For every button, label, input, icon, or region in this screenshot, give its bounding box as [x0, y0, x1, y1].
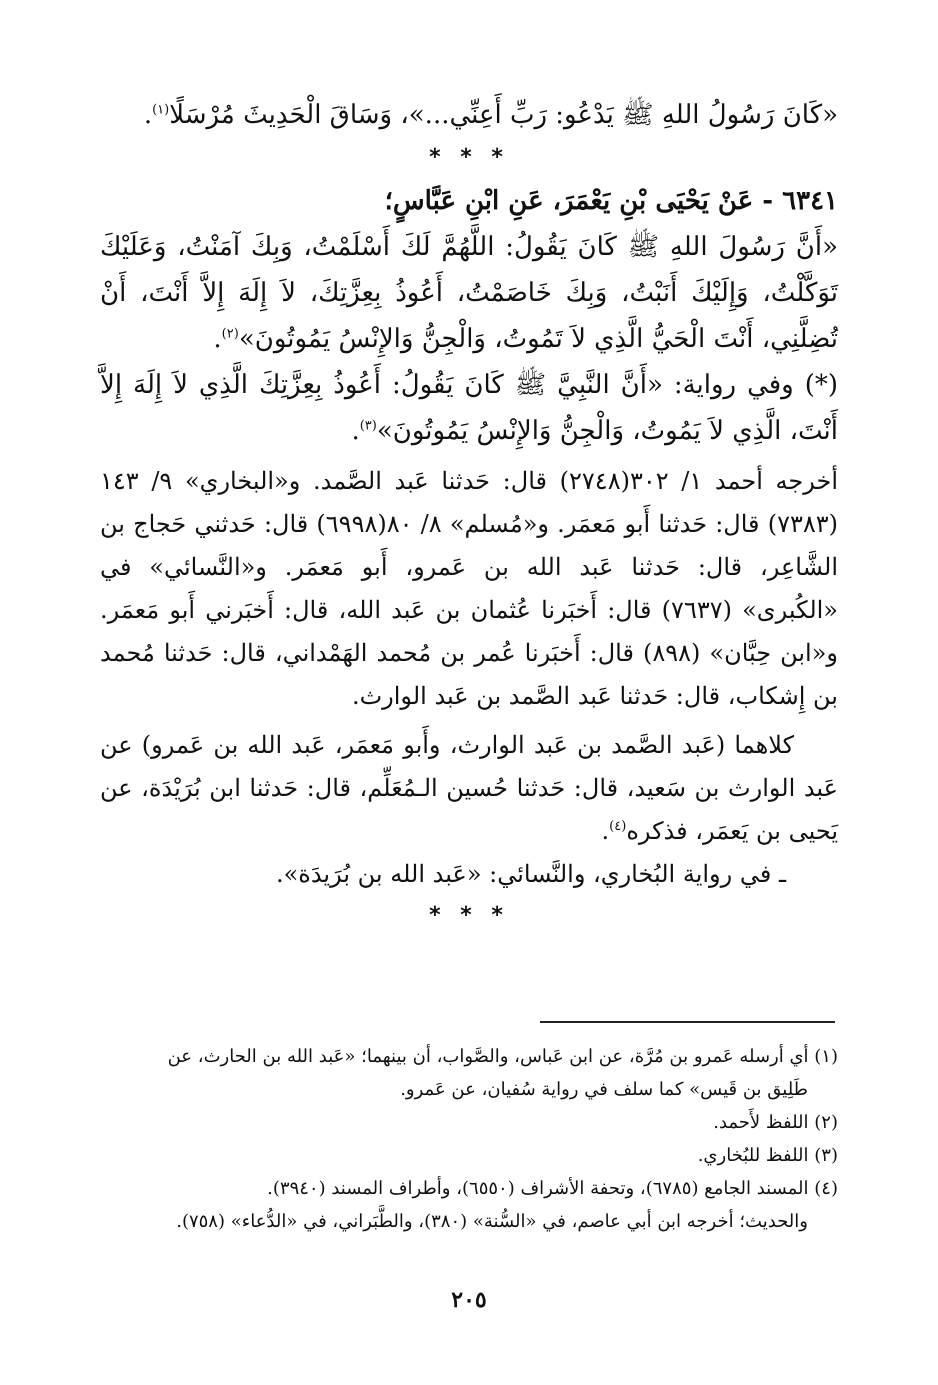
narration-variant-note: ـ في رواية البُخاري، والنَّسائي: «عَبد الله بن بُرَيدَة».	[275, 860, 786, 888]
footnote-1: (١) أي أرسله عَمرو بن مُرَّة، عن ابن عَباس، والصَّواب، أن بينهما؛ «عَبد الله بن الحارث، عن	[167, 1046, 838, 1067]
hadith-variant: (*) وفي رواية: «أَنَّ النَّبِيَّ ﷺ كَانَ يَقُولُ: أَعُوذُ بِعِزَّتِكَ الَّذِي لاَ إِلَهَ إِلاَّ أَنْتَ، الَّذِي لاَ يَمُوتُ، وَالْجِنُّ وَالإِنْسُ يَمُوتُونَ»$^{(٣)}$.	[100, 370, 838, 446]
main-text	[100, 92, 838, 936]
footnote-ref-4[interactable]: (٤)	[609, 819, 627, 834]
page-number: ٢٠٥	[451, 1287, 487, 1313]
footnote-divider	[540, 1021, 835, 1023]
footnote-1-continuation: طَلِيق بن قَيس» كما سلف في رواية سُفيان، عن عَمرو.	[400, 1079, 808, 1100]
footnote-4: (٤) المسند الجامع (٦٧٨٥)، وتحفة الأشراف (٦٥٥٠)، وأطراف المسند (٣٩٤٠).	[267, 1178, 838, 1199]
footnote-ref-2[interactable]: (٢)	[221, 326, 239, 342]
takhrij-chain-paragraph: كلاهما (عَبد الصَّمد بن عَبد الوارث، وأَبو مَعمَر، عَبد الله بن عَمرو) عن عَبد الوارث بن سَعيد، قال: حَدثنا حُسين الـمُعَلِّم، قال: حَدثنا ابن بُرَيْدَة، عن يَحيى بن يَعمَر، فذكره$^{(٤)}$.	[100, 731, 838, 845]
hadith-heading: ٦٣٤١ - عَنْ يَحْيَى بْنِ يَعْمَرَ، عَنِ ابْنِ عَبَّاسٍ؛	[384, 186, 838, 216]
footnote-3: (٣) اللفظ للبُخاري.	[697, 1145, 838, 1166]
takhrij-paragraph: أخرجه أحمد ١/ ٣٠٢(٢٧٤٨) قال: حَدثنا عَبد الصَّمد. و«البخاري» ٩/ ١٤٣ (٧٣٨٣) قال: حَدثنا أَبو مَعمَر. و«مُسلم» ٨/ ٨٠(٦٩٩٨) قال: حَدثني حَجاج بن الشَّاعِر، قال: حَدثنا عَبد الله بن عَمرو، أَبو مَعمَر. و«النَّسائي» في «الكُبرى» (٧٦٣٧) قال: أَخبَرنا عُثمان بن عَبد الله، قال: أَخبَرني أَبو مَعمَر. و«ابن حِبَّان» (٨٩٨) قال: أَخبَرنا عُمر بن مُحمد الهَمْداني، قال: حَدثنا مُحمد بن إِشكاب، قال: حَدثنا عَبد الصَّمد بن عَبد الوارث.	[100, 467, 839, 710]
section-separator: * * *	[429, 903, 509, 928]
footnote-2: (٢) اللفظ لأَحمد.	[713, 1112, 838, 1133]
section-separator: * * *	[429, 145, 509, 170]
footnote-ref-1[interactable]: (١)	[152, 102, 170, 118]
hadith-6340-continuation: «كَانَ رَسُولُ اللهِ ﷺ يَدْعُو: رَبِّ أَعِنِّي...»، وَسَاقَ الْحَدِيثَ مُرْسَلًا$^{(١)}$.	[143, 100, 838, 130]
hadith-text: «أَنَّ رَسُولَ اللهِ ﷺ كَانَ يَقُولُ: اللَّهُمَّ لَكَ أَسْلَمْتُ، وَبِكَ آمَنْتُ، وَعَلَيْكَ تَوَكَّلْتُ، وَإِلَيْكَ أَنَبْتُ، وَبِكَ خَاصَمْتُ، أَعُوذُ بِعِزَّتِكَ، لاَ إِلَهَ إِلاَّ أَنْتَ، أَنْ تُضِلَّنِي، أَنْتَ الْحَيُّ الَّذِي لاَ تَمُوتُ، وَالْجِنُّ وَالإِنْسُ يَمُوتُونَ»$^{(٢)}$.	[100, 232, 838, 354]
footnote-ref-3[interactable]: (٣)	[359, 418, 377, 434]
footnotes	[100, 1040, 838, 1238]
footnote-4-continuation: والحديث؛ أخرجه ابن أبي عاصم، في «السُّنة» (٣٨٠)، والطَّبَراني، في «الدُّعاء» (٧٥٨).	[176, 1211, 808, 1232]
